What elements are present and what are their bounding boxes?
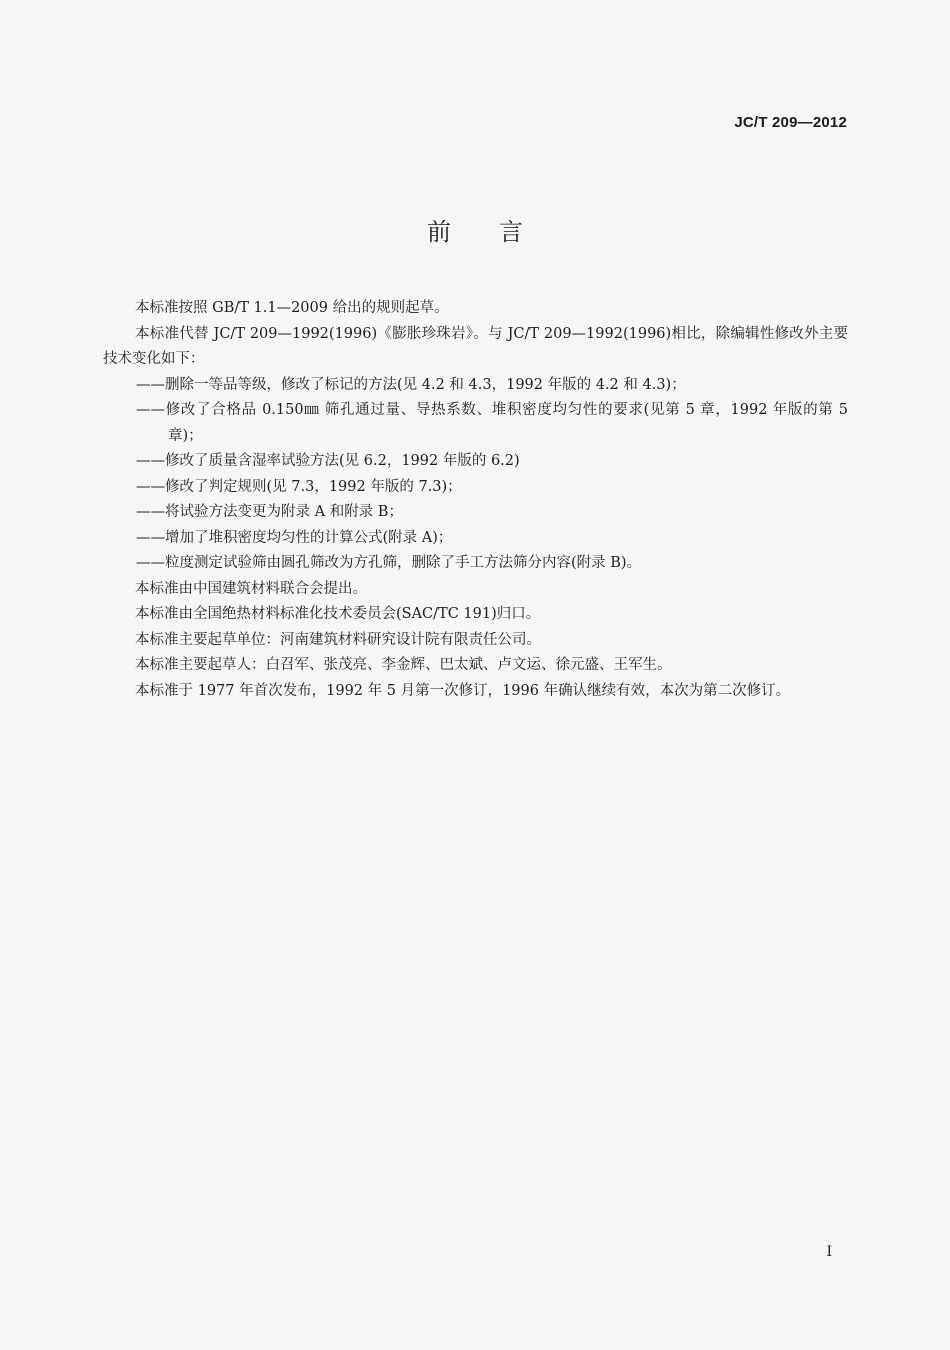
foreword-body [103,296,848,704]
change-item: ——粒度测定试验筛由圆孔筛改为方孔筛，删除了手工方法筛分内容(附录 B)。 [136,555,642,571]
change-item: ——将试验方法变更为附录 A 和附录 B； [136,504,403,520]
paragraph-managed-by: 本标准由全国绝热材料标准化技术委员会(SAC/TC 191)归口。 [135,606,541,622]
page-title: 前言 [427,218,571,246]
paragraph-drafters: 本标准主要起草人：白召军、张茂亮、李金辉、巴太斌、卢文运、徐元盛、王军生。 [135,657,672,673]
paragraph-drafting-rules: 本标准按照 GB/T 1.1—2009 给出的规则起草。 [135,300,449,316]
page-number: I [826,1244,832,1260]
paragraph-drafting-unit: 本标准主要起草单位：河南建筑材料研究设计院有限责任公司。 [135,631,541,648]
change-item: ——修改了质量含湿率试验方法(见 6.2，1992 年版的 6.2) [136,453,520,469]
change-item: ——增加了堆积密度均匀性的计算公式(附录 A)； [136,529,453,546]
change-item: ——删除一等品等级，修改了标记的方法(见 4.2 和 4.3，1992 年版的 4.2 和 4.3)； [136,376,686,393]
standard-number: JC/T 209—2012 [734,114,847,131]
paragraph-replacement: 本标准代替 JC/T 209—1992(1996)《膨胀珍珠岩》。与 JC/T 209—1992(1996)相比，除编辑性修改外主要技术变化如下： [103,325,848,367]
paragraph-history: 本标准于 1977 年首次发布，1992 年 5 月第一次修订，1996 年确认继续有效，本次为第二次修订。 [135,682,791,699]
change-item: ——修改了判定规则(见 7.3，1992 年版的 7.3)； [136,478,462,495]
change-item: ——修改了合格品 0.150㎜ 筛孔通过量、导热系数、堆积密度均匀性的要求(见第 5 章，1992 年版的第 5 章)； [136,402,848,444]
paragraph-proposed-by: 本标准由中国建筑材料联合会提出。 [135,580,367,597]
